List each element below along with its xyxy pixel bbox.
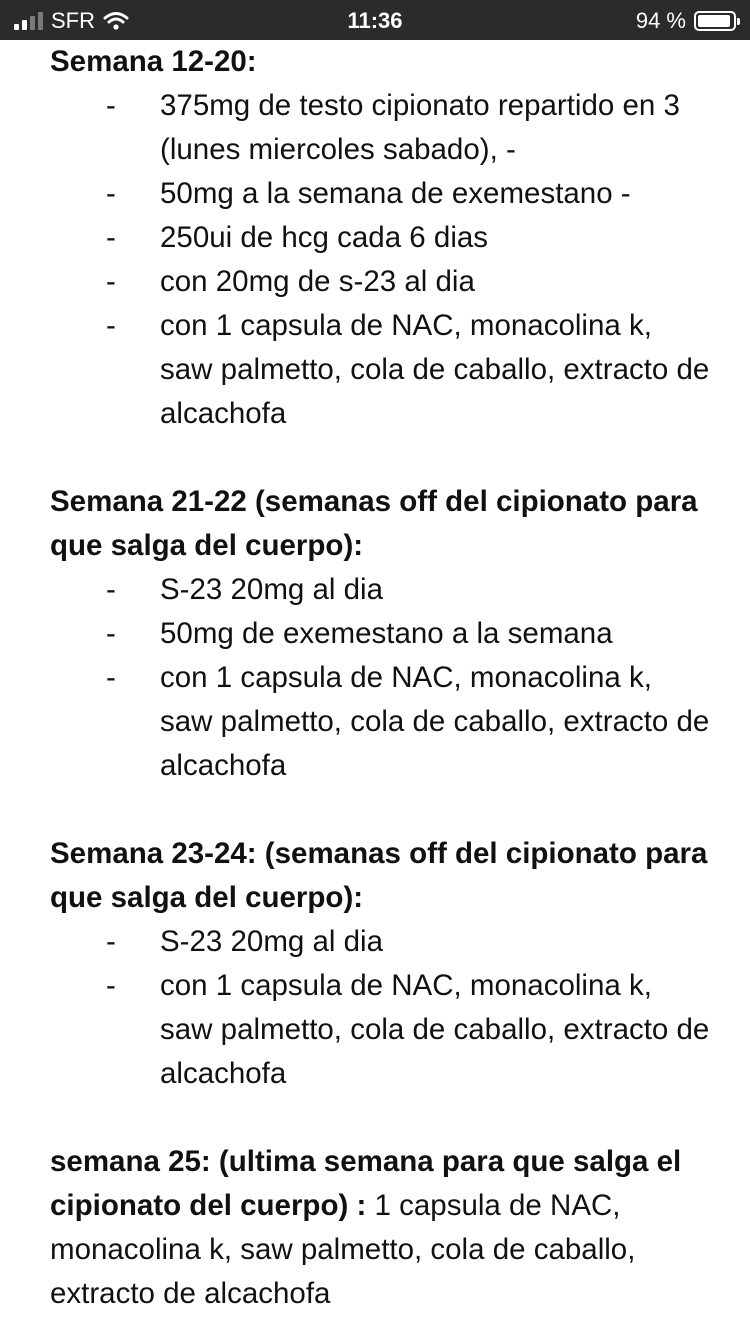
bullet-dash: - [106,969,116,1002]
battery-fill [698,15,730,27]
carrier-label: SFR [51,8,95,33]
list-item [50,260,710,304]
section-heading: Semana 23-24: (semanas off del cipionato para que salga del cuerpo): [50,837,708,914]
bullet-dash: - [106,177,116,210]
list-item-text: con 20mg de s-23 al dia [160,265,475,298]
bullet-dash: - [106,309,116,342]
final-paragraph [50,1140,710,1316]
status-bar [0,0,750,40]
bullet-dash: - [106,265,116,298]
list-item-text: con 1 capsula de NAC, monacolina k, saw palmetto, cola de caballo, extracto de alcachofa [160,309,710,430]
list-item-text: 250ui de hcg cada 6 dias [160,221,489,254]
list-item-text: 50mg a la semana de exemestano - [160,177,631,210]
document-content [50,40,710,1316]
bullet-dash: - [106,221,116,254]
status-right [636,8,736,34]
list-item-text: con 1 capsula de NAC, monacolina k, saw palmetto, cola de caballo, extracto de alcachofa [160,661,710,782]
list-item [50,84,710,172]
final-heading: semana 25: (ultima semana para que salga el cipionato del cuerpo) : [50,1145,682,1222]
battery-tip [737,18,740,25]
list-item [50,612,710,656]
list-item-text: S-23 20mg al dia [160,573,384,606]
section-heading: Semana 12-20: [50,45,257,78]
list-item [50,568,710,612]
list-item-text: 50mg de exemestano a la semana [160,617,613,650]
list-item [50,172,710,216]
clock: 11:36 [347,8,403,33]
list-item [50,964,710,1096]
section [50,832,710,1096]
bullet-dash: - [106,661,116,694]
list-item-text: S-23 20mg al dia [160,925,384,958]
bullet-dash: - [106,573,116,606]
section-list [50,568,710,788]
bullet-dash: - [106,89,116,122]
final-text: 1 capsula de NAC, monacolina k, saw palmetto, cola de caballo, extracto de alcachofa [50,1189,636,1310]
bullet-dash: - [106,925,116,958]
list-item [50,304,710,436]
section-list [50,84,710,436]
battery-icon [694,11,736,31]
section [50,40,710,436]
list-item [50,656,710,788]
section [50,480,710,788]
section-heading: Semana 21-22 (semanas off del cipionato para que salga del cuerpo): [50,485,698,562]
section [50,1140,710,1316]
list-item [50,216,710,260]
section-list [50,920,710,1096]
battery-percentage: 94 % [635,8,686,33]
list-item-text: con 1 capsula de NAC, monacolina k, saw palmetto, cola de caballo, extracto de alcachofa [160,969,710,1090]
list-item [50,920,710,964]
bullet-dash: - [106,617,116,650]
list-item-text: 375mg de testo cipionato repartido en 3 (lunes miercoles sabado), - [160,89,680,166]
